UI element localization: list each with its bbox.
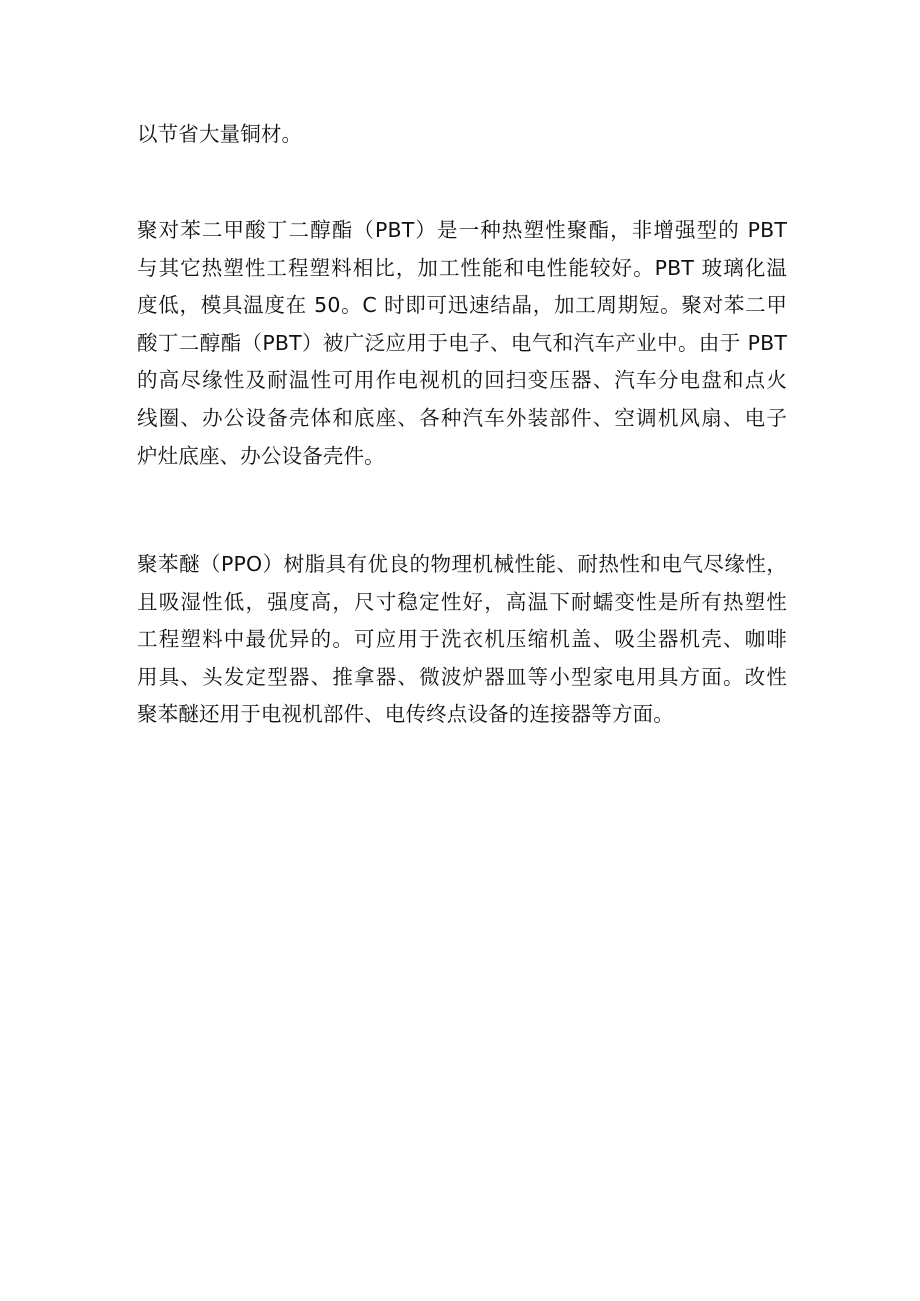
paragraph-line: 聚苯醚还用于电视机部件、电传终点设备的连接器等方面。 bbox=[137, 702, 674, 727]
paragraph-line: 的高尽缘性及耐温性可用作电视机的回扫变压器、汽车分电盘和点火 bbox=[137, 368, 787, 393]
paragraph-line: 且吸湿性低，强度高，尺寸稳定性好，高温下耐蠕变性是所有热塑性 bbox=[137, 589, 787, 614]
paragraph-line: 工程塑料中最优异的。可应用于洗衣机压缩机盖、吸尘器机壳、咖啡 bbox=[137, 627, 787, 652]
paragraph-pbt bbox=[137, 212, 787, 475]
paragraph-line: 用具、头发定型器、推拿器、微波炉器皿等小型家电用具方面。改性 bbox=[137, 664, 787, 689]
paragraph-line: 以节省大量铜材。 bbox=[137, 122, 303, 146]
paragraph-line: 炉灶底座、办公设备壳件。 bbox=[137, 443, 385, 468]
paragraph-copper-saving bbox=[137, 116, 787, 154]
paragraph-ppo bbox=[137, 546, 787, 734]
paragraph-line: 酸丁二醇酯（PBT）被广泛应用于电子、电气和汽车产业中。由于 PBT bbox=[137, 330, 787, 355]
paragraph-line: 聚对苯二甲酸丁二醇酯（PBT）是一种热塑性聚酯，非增强型的 PBT bbox=[137, 218, 787, 242]
paragraph-line: 聚苯醚（PPO）树脂具有优良的物理机械性能、耐热性和电气尽缘性， bbox=[137, 552, 787, 576]
paragraph-line: 与其它热塑性工程塑料相比，加工性能和电性能较好。PBT 玻璃化温 bbox=[137, 255, 787, 280]
paragraph-line: 线圈、办公设备壳体和底座、各种汽车外装部件、空调机风扇、电子 bbox=[137, 405, 787, 430]
paragraph-line: 度低，模具温度在 50。C 时即可迅速结晶，加工周期短。聚对苯二甲 bbox=[137, 293, 787, 318]
